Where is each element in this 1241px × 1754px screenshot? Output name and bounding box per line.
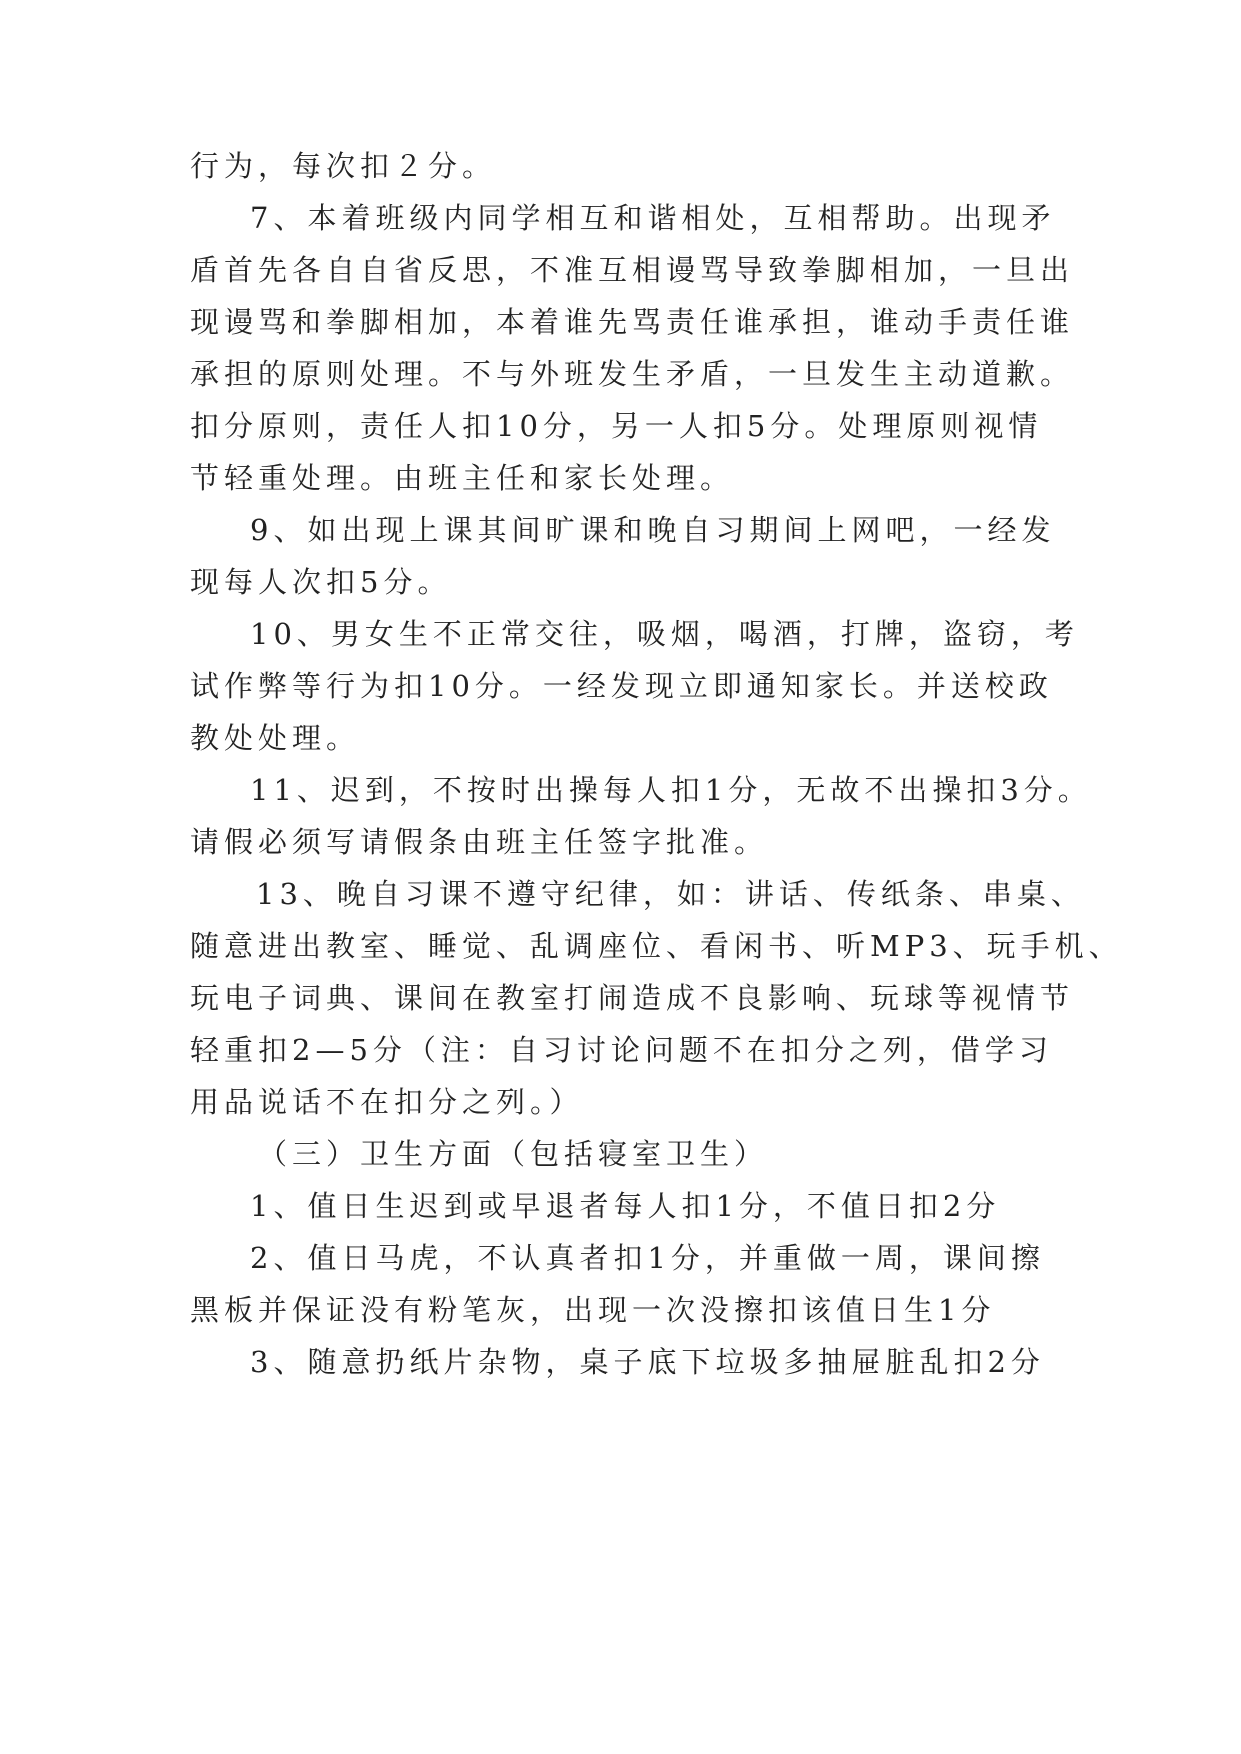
- text-line: 黑板并保证没有粉笔灰，出现一次没擦扣该值日生1分: [190, 1293, 996, 1327]
- text-line: 行为，每次扣２分。: [190, 149, 497, 183]
- text-line: 教处处理。: [190, 721, 361, 755]
- text-line: 承担的原则处理。不与外班发生矛盾，一旦发生主动道歉。: [190, 357, 1075, 391]
- text-line: 随意进出教室、睡觉、乱调座位、看闲书、听MP3、玩手机、: [190, 929, 1123, 963]
- text-line: 1、值日生迟到或早退者每人扣1分，不值日扣2分: [250, 1189, 1001, 1223]
- text-line: 7、本着班级内同学相互和谐相处，互相帮助。出现矛: [250, 201, 1056, 235]
- text-line: 现谩骂和拳脚相加，本着谁先骂责任谁承担，谁动手责任谁: [190, 305, 1075, 339]
- text-line: 扣分原则，责任人扣10分，另一人扣5分。处理原则视情: [190, 409, 1043, 443]
- text-line: 11、迟到，不按时出操每人扣1分，无故不出操扣3分。: [250, 773, 1092, 807]
- text-line: 节轻重处理。由班主任和家长处理。: [190, 461, 735, 495]
- text-line: 玩电子词典、课间在教室打闹造成不良影响、玩球等视情节: [190, 981, 1075, 1015]
- text-line: 现每人次扣5分。: [190, 565, 452, 599]
- text-line: 用品说话不在扣分之列。）: [190, 1085, 584, 1119]
- text-line: 9、如出现上课其间旷课和晚自习期间上网吧，一经发: [250, 513, 1056, 547]
- text-line: 2、值日马虎，不认真者扣1分，并重做一周，课间擦: [250, 1241, 1045, 1275]
- text-line: 请假必须写请假条由班主任签字批准。: [190, 825, 769, 859]
- text-line: 3、随意扔纸片杂物，桌子底下垃圾多抽屉脏乱扣2分: [250, 1345, 1045, 1379]
- text-line: 轻重扣2—5分（注：自习讨论问题不在扣分之列，借学习: [190, 1033, 1053, 1067]
- text-line: 10、男女生不正常交往，吸烟，喝酒，打牌，盗窃，考: [250, 617, 1079, 651]
- text-line: 盾首先各自自省反思，不准互相谩骂导致拳脚相加，一旦出: [190, 253, 1075, 287]
- text-line: 试作弊等行为扣10分。一经发现立即通知家长。并送校政: [190, 669, 1053, 703]
- text-line: 13、晚自习课不遵守纪律，如：讲话、传纸条、串桌、: [256, 877, 1085, 911]
- section-heading: （三）卫生方面（包括寝室卫生）: [258, 1137, 769, 1171]
